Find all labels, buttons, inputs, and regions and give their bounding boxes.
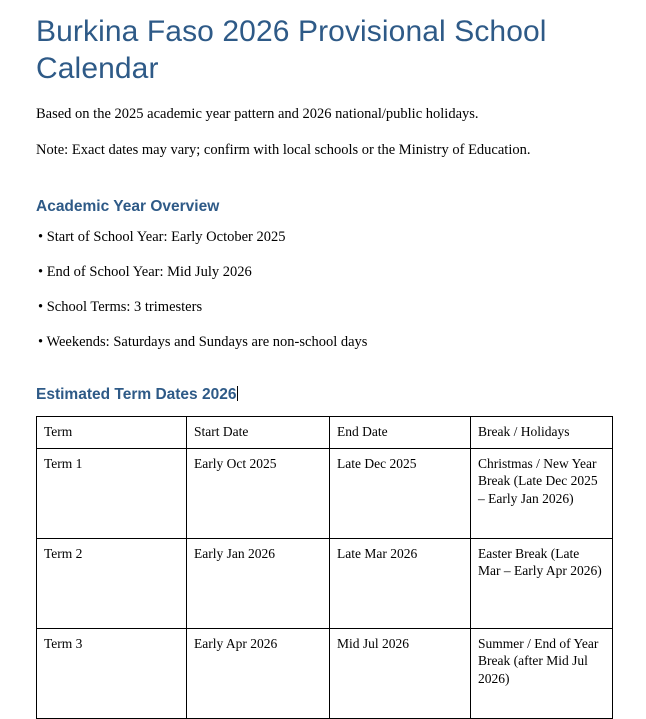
table-cell-end-date: Mid Jul 2026 (330, 628, 471, 718)
table-row (37, 628, 613, 718)
table-cell-start-date: Early Oct 2025 (187, 448, 330, 538)
intro-paragraph-1: Based on the 2025 academic year pattern and 2026 national/public holidays. (36, 106, 479, 123)
text-cursor (237, 386, 238, 401)
table-header-cell-start-date: Start Date (187, 416, 330, 448)
page-title: Burkina Faso 2026 Provisional School Calendar (36, 15, 547, 85)
table-cell-end-date: Late Dec 2025 (330, 448, 471, 538)
intro-paragraph-2: Note: Exact dates may vary; confirm with local schools or the Ministry of Education. (36, 141, 531, 158)
table-cell-break-holidays: Easter Break (Late Mar – Early Apr 2026) (471, 538, 613, 628)
table-row (37, 538, 613, 628)
table-cell-break-holidays: Christmas / New Year Break (Late Dec 2025 – Early Jan 2026) (471, 448, 613, 538)
list-item: • End of School Year: Mid July 2026 (38, 264, 252, 281)
table-header-cell-break-holidays: Break / Holidays (471, 416, 613, 448)
table-cell-term: Term 3 (37, 628, 187, 718)
table-header-row (37, 416, 613, 448)
list-item: • School Terms: 3 trimesters (38, 299, 203, 315)
section-heading-academic-year-overview: Academic Year Overview (36, 198, 220, 216)
section-heading-estimated-term-dates (36, 386, 610, 404)
table-cell-term: Term 1 (37, 448, 187, 538)
term-dates-table (36, 416, 613, 719)
list-item: • Weekends: Saturdays and Sundays are non-school days (38, 333, 368, 350)
academic-year-overview-list (36, 228, 610, 351)
list-item: • Start of School Year: Early October 2025 (38, 229, 286, 246)
table-header-cell-term: Term (37, 416, 187, 448)
section-heading-text: Estimated Term Dates 2026 (36, 385, 237, 403)
table-cell-start-date: Early Jan 2026 (187, 538, 330, 628)
table-cell-end-date: Late Mar 2026 (330, 538, 471, 628)
table-row (37, 448, 613, 538)
table-header-cell-end-date: End Date (330, 416, 471, 448)
table-cell-start-date: Early Apr 2026 (187, 628, 330, 718)
table-cell-break-holidays: Summer / End of Year Break (after Mid Jul 2026) (471, 628, 613, 718)
table-cell-term: Term 2 (37, 538, 187, 628)
